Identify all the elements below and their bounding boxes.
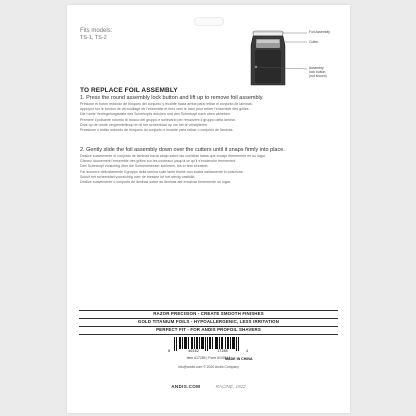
- step-2-translation: Den Scherkopf vorsichtig über die Schneidmesser schieben, bis er fest einrastet.: [80, 164, 209, 169]
- step-2-translation: Glissez doucement l'ensemble des grilles sur les couteaux jusqu'à ce qu'il s'enclenche fermement.: [80, 159, 237, 164]
- fits-models-label: Fits models:: [80, 28, 113, 34]
- item-number: Item #17285: [186, 356, 206, 360]
- cutter-label: Cutter: [309, 40, 319, 44]
- lock-button-label-line2: lock button: [309, 70, 326, 74]
- brand-website: ANDIS.COM: [171, 384, 201, 389]
- contact-copyright: info@andis.com © 2020 Andis Company: [178, 365, 239, 369]
- step-1-translation: Die runde Verriegelungstaste des Scherkopfs drücken und den Scherkopf nach oben abheben.: [80, 112, 231, 117]
- step-1-translation: Appuyez sur le bouton de verrouillage de l'ensemble et tirez vers le haut pour retirer l'ensemble des grilles.: [80, 107, 250, 112]
- foil-assembly-diagram: [247, 25, 347, 91]
- step-1-title: 1. Press the round assembly lock button and lift up to remove foil assembly.: [80, 95, 264, 101]
- hang-hole: [194, 17, 224, 26]
- step-2-translation: Deslice suavemente el conjunto de láminas hacia abajo sobre las cuchillas hasta que encaje firmemente en su lugar.: [80, 154, 266, 158]
- barcode-digit-group: 0: [168, 349, 171, 353]
- fits-models-list: TS-1, TS-2: [80, 35, 107, 41]
- instructions-heading: TO REPLACE FOIL ASSEMBLY: [80, 87, 178, 94]
- fits-models-block: [80, 27, 112, 42]
- product-card: [67, 5, 350, 413]
- brand-origin: RACINE, 1922: [215, 384, 246, 389]
- lock-button-label-line3: (not shown): [309, 74, 327, 78]
- claim-line: RAZOR PRECISION - CREATE SMOOTH FINISHES: [153, 311, 264, 316]
- shaver-head-illustration: [247, 25, 347, 91]
- barcode-digit-group: 40102: [188, 349, 199, 353]
- step-2-translation: Deslize suavemente o conjunto de lâminas sobre as lâminas até encaixar firmemente no lugar.: [80, 180, 231, 185]
- instruction-step-1: [80, 95, 336, 133]
- step-1-translation: Druk op de ronde vergrendelknop en til het scheerblad op om het te verwijderen.: [80, 122, 209, 127]
- claim-divider: [79, 334, 338, 335]
- barcode-digit-group: 4: [245, 349, 248, 353]
- step-2-translation: Far scorrere delicatamente il gruppo della lamina sulle lame finché non scatta saldamente in posizione.: [80, 169, 244, 174]
- step-2-title: 2. Gently slide the foil assembly down over the cutters until it snaps firmly into place.: [80, 147, 285, 153]
- step-2-translation: Schuif het scheerblad voorzichtig over de messen tot het stevig vastklikt.: [80, 174, 196, 179]
- lock-button-label-line1: Assembly: [309, 66, 324, 70]
- claim-line: PERFECT FIT - FOR ANDIS PROFOIL SHAVERS: [156, 327, 261, 332]
- claim-line: GOLD TITANIUM FOILS - HYPOALLERGENIC, LESS IRRITATION: [137, 319, 280, 324]
- step-1-translation: Presione el botón redondo de bloqueo del conjunto y levante hacia arriba para retirar el conjunto de láminas.: [80, 102, 253, 106]
- barcode-digits: [168, 349, 248, 353]
- item-info: Item #17285 | Form #100916: [186, 356, 231, 360]
- step-1-translation: Pressione o botão redondo de bloqueio do conjunto e levante para retirar o conjunto de lâminas.: [80, 128, 234, 133]
- barcode-digit-group: 17285: [217, 349, 228, 353]
- footer: [67, 384, 350, 389]
- foil-assembly-label: Foil Assembly: [309, 30, 330, 34]
- form-number: Form #100916: [208, 356, 231, 360]
- step-1-translation: Premere il pulsante rotondo di blocco del gruppo e sollevarlo per rimuovere il gruppo della lamina.: [80, 117, 236, 122]
- made-in-label: MADE IN CHINA: [225, 357, 253, 361]
- instruction-step-2: [80, 147, 336, 185]
